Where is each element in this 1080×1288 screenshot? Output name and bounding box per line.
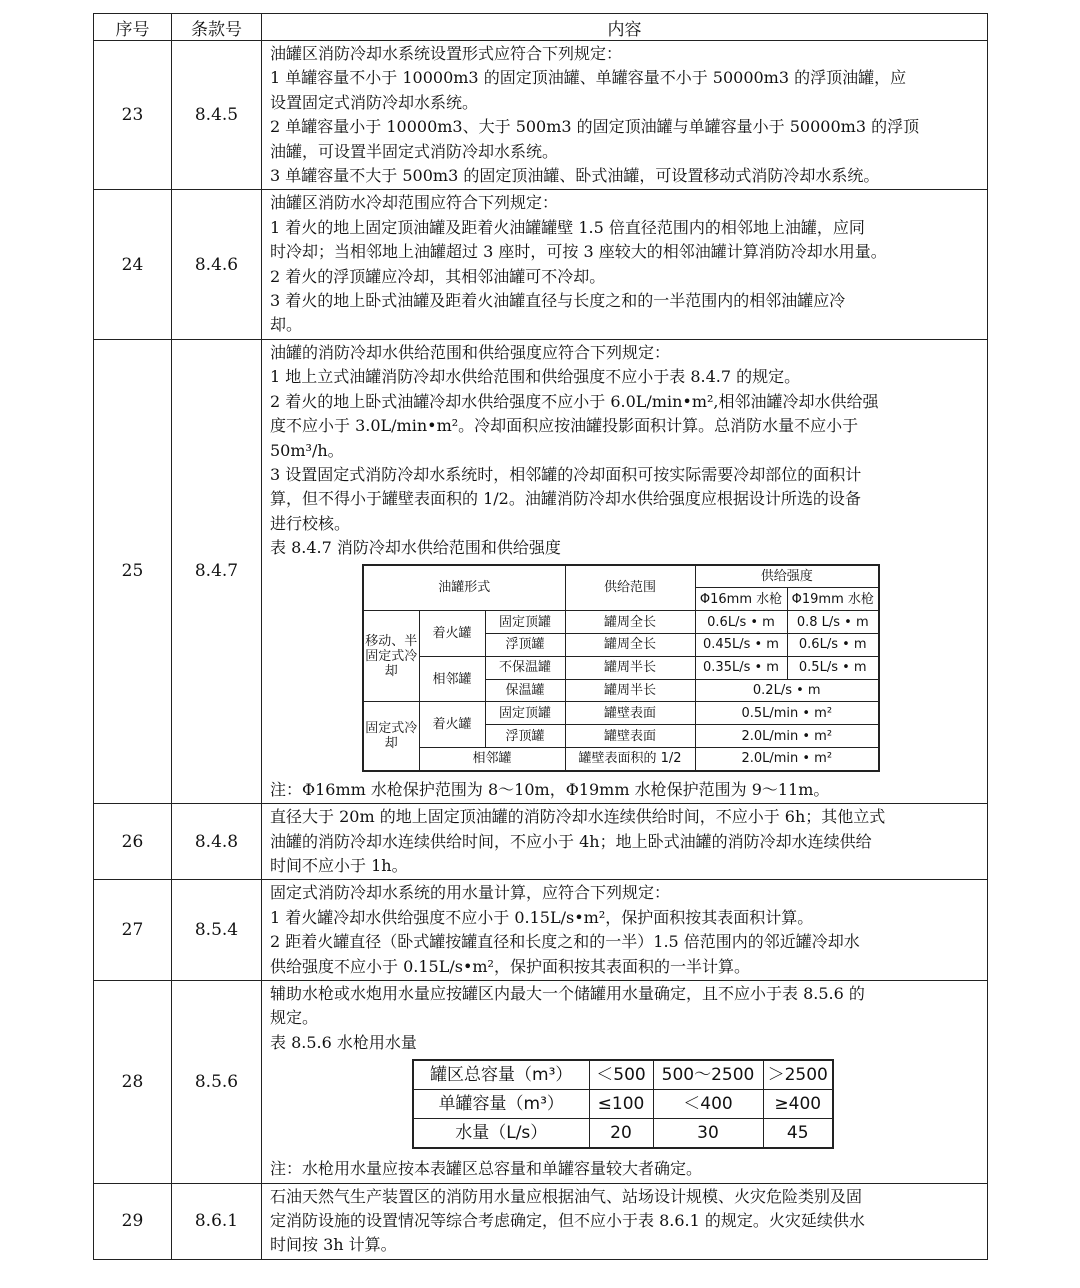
row-seq: 26 [94,804,172,880]
cell-label: 水量（L/s） [413,1119,589,1149]
content-line: 2 着火的地上卧式油罐冷却水供给强度不应小于 6.0L/min•m²,相邻油罐冷却水供给强 [270,391,879,411]
cell-value: ＞2500 [763,1060,833,1090]
row-clause: 8.4.6 [172,190,262,339]
content-line: 3 单罐容量不大于 500m3 的固定顶油罐、卧式油罐，可设置移动式消防冷却水系统。 [270,166,880,186]
content-line: 时间不应小于 1h。 [270,855,408,875]
cell-range: 罐壁表面 [565,725,695,748]
table-row [94,41,988,190]
cell-range: 罐周半长 [565,656,695,679]
cell-range: 罐壁表面积的 1/2 [565,747,695,770]
content-line: 却。 [270,315,303,335]
header-content: 内容 [262,14,988,41]
table-note: 注：水枪用水量应按本表罐区总容量和单罐容量较大者确定。 [270,1159,703,1179]
content-line: 1 着火的地上固定顶油罐及距着火油罐罐壁 1.5 倍直径范围内的相邻地上油罐，应同 [270,217,865,237]
header-row [94,14,988,41]
content-line: 供给强度不应小于 0.15L/s•m²，保护面积按其表面积的一半计算。 [270,956,750,976]
cell-value: 30 [653,1119,763,1149]
table-row [94,190,988,339]
row-content [262,804,988,880]
content-line: 辅助水枪或水炮用水量应按罐区内最大一个储罐用水量确定，且不应小于表 8.5.6 的 [270,983,865,1003]
row-seq: 27 [94,880,172,981]
th-range: 供给范围 [565,565,695,611]
content-line: 定消防设施的设置情况等综合考虑确定，但不应小于表 8.6.1 的规定。火灾延续供水 [270,1210,865,1230]
cell-range: 罐壁表面 [565,702,695,725]
th-gun19: Φ19mm 水枪 [787,588,879,611]
table-note: 注：Φ16mm 水枪保护范围为 8～10m，Φ19mm 水枪保护范围为 9～11m。 [270,779,830,799]
row-seq: 24 [94,190,172,339]
cell-range: 罐周全长 [565,611,695,634]
content-line: 油罐，可设置半固定式消防冷却水系统。 [270,141,559,161]
cell-value: ≥400 [763,1090,833,1119]
content-line: 进行校核。 [270,513,351,533]
content-line: 1 单罐容量不小于 10000m3 的固定顶油罐、单罐容量不小于 50000m3 的浮顶油罐，应 [270,68,907,88]
content-line: 3 着火的地上卧式油罐及距着火油罐直径与长度之和的一半范围内的相邻油罐应冷 [270,291,846,311]
row-seq: 25 [94,339,172,803]
content-line: 1 着火罐冷却水供给强度不应小于 0.15L/s•m²，保护面积按其表面积计算。 [270,907,814,927]
table-caption: 表 8.4.7 消防冷却水供给范围和供给强度 [270,538,561,558]
clauses-table [93,13,988,1260]
cell-value: 500～2500 [653,1060,763,1090]
group-fixed: 固定式冷却 [363,702,419,771]
content-line: 时冷却；当相邻地上油罐超过 3 座时，可按 3 座较大的相邻油罐计算消防冷却水用量。 [270,242,887,262]
row-clause: 8.5.6 [172,980,262,1183]
content-line: 石油天然气生产装置区的消防用水量应根据油气、站场设计规模、火灾危险类别及固 [270,1186,863,1206]
type-uninsulated: 不保温罐 [485,656,565,679]
content-line: 油罐区消防冷却水系统设置形式应符合下列规定： [270,44,623,63]
cell-value: 0.45L/s • m [695,633,787,656]
cell-value: 0.6L/s • m [787,633,879,656]
water-gun-table [412,1059,834,1149]
cell-label: 罐区总容量（m³） [413,1060,589,1090]
content-line: 度不应小于 3.0L/min•m²。冷却面积应按油罐投影面积计算。总消防水量不应小于 [270,416,859,436]
content-line: 1 地上立式油罐消防冷却水供给范围和供给强度不应小于表 8.4.7 的规定。 [270,367,801,387]
content-line: 3 设置固定式消防冷却水系统时，相邻罐的冷却面积可按实际需要冷却部位的面积计 [270,464,862,484]
type-floating: 浮顶罐 [485,633,565,656]
content-line: 规定。 [270,1008,319,1028]
type-fixed-roof: 固定顶罐 [485,611,565,634]
table-row [94,804,988,880]
cell-value: 20 [589,1119,653,1149]
content-line: 2 着火的浮顶罐应冷却，其相邻油罐可不冷却。 [270,266,606,286]
cell-value: 0.5L/s • m [787,656,879,679]
type-insulated: 保温罐 [485,679,565,702]
cell-value: 0.6L/s • m [695,611,787,634]
cooling-intensity-table [362,564,880,772]
th-tank-type: 油罐形式 [363,565,565,611]
content-line: 油罐的消防冷却水供给范围和供给强度应符合下列规定： [270,342,671,362]
row-clause: 8.4.8 [172,804,262,880]
row-clause: 8.5.4 [172,880,262,981]
type-floating-2: 浮顶罐 [485,725,565,748]
cell-value: 0.35L/s • m [695,656,787,679]
cell-value: 0.2L/s • m [695,679,879,702]
cell-value: 0.5L/min • m² [695,702,879,725]
sub-fire-tank-2: 着火罐 [419,702,485,748]
table-row [94,339,988,803]
content-line: 时间按 3h 计算。 [270,1235,397,1255]
cell-value: 0.8 L/s • m [787,611,879,634]
sub-adjacent-tank-2: 相邻罐 [419,747,565,770]
th-gun16: Φ16mm 水枪 [695,588,787,611]
content-line: 2 距着火罐直径（卧式罐按罐直径和长度之和的一半）1.5 倍范围内的邻近罐冷却水 [270,932,860,952]
content-line: 直径大于 20m 的地上固定顶油罐的消防冷却水连续供给时间，不应小于 6h；其他立式 [270,807,886,827]
group-mobile: 移动、半固定式冷却 [363,611,419,702]
row-content [262,880,988,981]
row-clause: 8.4.7 [172,339,262,803]
cell-value: 45 [763,1119,833,1149]
cell-range: 罐周全长 [565,633,695,656]
row-content [262,190,988,339]
content-line: 设置固定式消防冷却水系统。 [270,92,479,112]
cell-label: 单罐容量（m³） [413,1090,589,1119]
content-line: 油罐的消防冷却水连续供给时间，不应小于 4h；地上卧式油罐的消防冷却水连续供给 [270,831,872,851]
cell-value: 2.0L/min • m² [695,747,879,770]
row-content [262,339,988,803]
content-line: 油罐区消防水冷却范围应符合下列规定： [270,193,559,213]
row-seq: 28 [94,980,172,1183]
cell-value: ＜400 [653,1090,763,1119]
header-clause: 条款号 [172,14,262,41]
content-line: 固定式消防冷却水系统的用水量计算，应符合下列规定： [270,883,671,903]
cell-value: ＜500 [589,1060,653,1090]
cell-range: 罐周半长 [565,679,695,702]
th-intensity: 供给强度 [695,565,879,588]
type-fixed-roof-2: 固定顶罐 [485,702,565,725]
content-line: 算，但不得小于罐壁表面积的 1/2。油罐消防冷却水供给强度应根据设计所选的设备 [270,489,861,509]
table-row [94,1183,988,1259]
row-seq: 29 [94,1183,172,1259]
table-row [94,880,988,981]
cell-value: ≤100 [589,1090,653,1119]
row-seq: 23 [94,41,172,190]
row-content [262,980,988,1183]
row-clause: 8.6.1 [172,1183,262,1259]
content-line: 50m³/h。 [270,440,344,460]
row-clause: 8.4.5 [172,41,262,190]
sub-adjacent-tank: 相邻罐 [419,656,485,702]
table-caption: 表 8.5.6 水枪用水量 [270,1032,417,1052]
sub-fire-tank: 着火罐 [419,611,485,657]
content-line: 2 单罐容量小于 10000m3、大于 500m3 的固定顶油罐与单罐容量小于 50000m3 的浮顶 [270,117,920,137]
row-content [262,41,988,190]
table-row [94,980,988,1183]
header-seq: 序号 [94,14,172,41]
row-content [262,1183,988,1259]
cell-value: 2.0L/min • m² [695,725,879,748]
